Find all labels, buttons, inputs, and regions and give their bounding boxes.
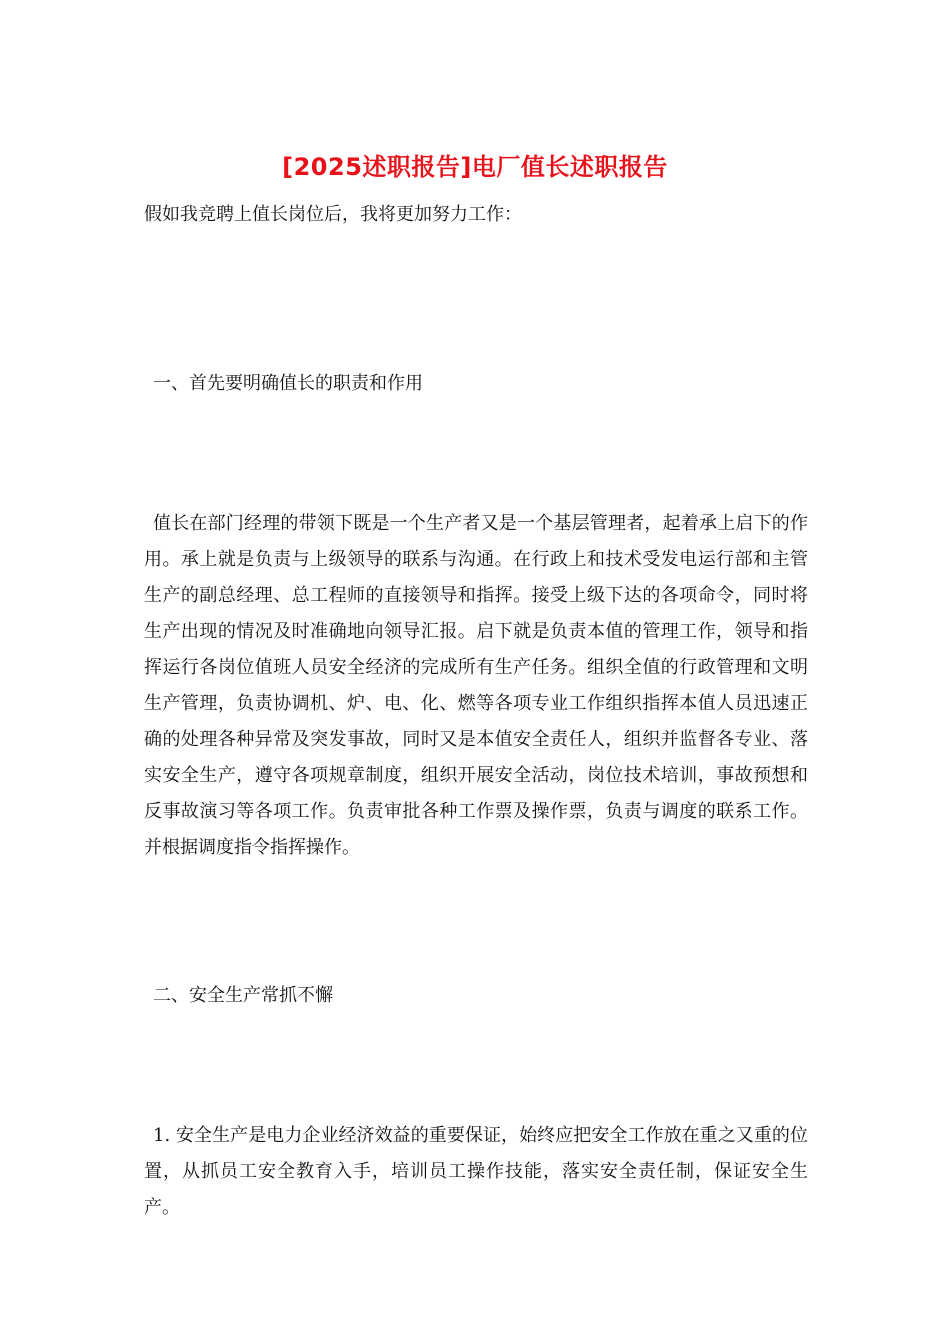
intro-paragraph: 假如我竞聘上值长岗位后，我将更加努力工作：	[144, 204, 522, 225]
document-title: [2025述职报告]电厂值长述职报告	[282, 153, 668, 181]
section-1-heading: 一、首先要明确值长的职责和作用	[153, 373, 423, 394]
section-2-heading: 二、安全生产常抓不懈	[153, 985, 333, 1006]
section-2-item-1: 1. 安全生产是电力企业经济效益的重要保证，始终应把安全工作放在重之又重的位置，从抓员工安全教育入手，培训员工操作技能，落实安全责任制，保证安全生产。	[144, 1125, 808, 1218]
section-1-paragraph: 值长在部门经理的带领下既是一个生产者又是一个基层管理者，起着承上启下的作用。承上就是负责与上级领导的联系与沟通。在行政上和技术受发电运行部和主管生产的副总经理、总工程师的直接领导和指挥。接受上级下达的各项命令，同时将生产出现的情况及时准确地向领导汇报。启下就是负责本值的管理工作，领导和指挥运行各岗位值班人员安全经济的完成所有生产任务。组织全值的行政管理和文明生产管理，负责协调机、炉、电、化、燃等各项专业工作组织指挥本值人员迅速正确的处理各种异常及突发事故，同时又是本值安全责任人，组织并监督各专业、落实安全生产，遵守各项规章制度，组织开展安全活动，岗位技术培训，事故预想和反事故演习等各项工作。负责审批各种工作票及操作票，负责与调度的联系工作。并根据调度指令指挥操作。	[144, 513, 808, 858]
